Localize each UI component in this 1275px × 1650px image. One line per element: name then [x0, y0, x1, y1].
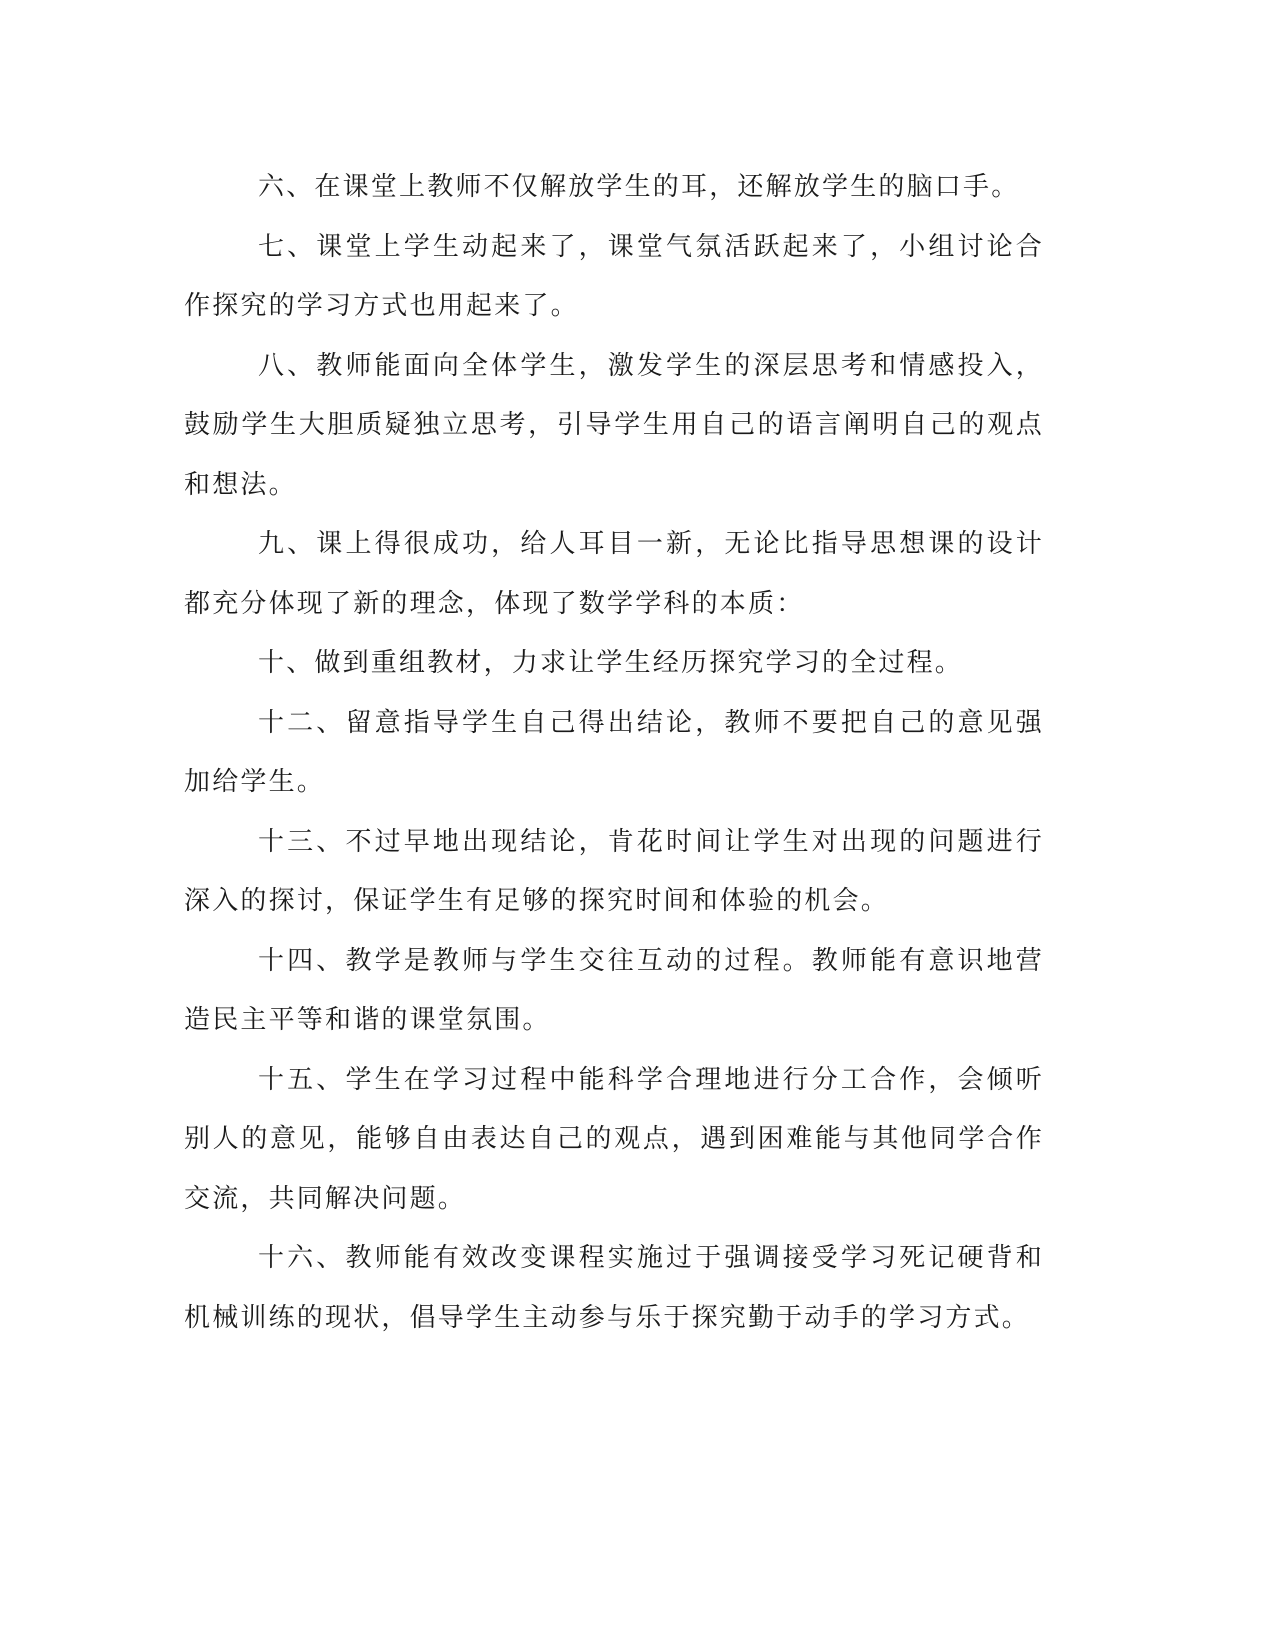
paragraph-10: 十、做到重组教材，力求让学生经历探究学习的全过程。 — [258, 648, 964, 678]
paragraph-15: 十五、学生在学习过程中能科学合理地进行分工合作，会倾听别人的意见，能够自由表达自己的观点，遇到困难能与其他同学合作交流，共同解决问题。 — [184, 1064, 1044, 1214]
paragraph-16: 十六、教师能有效改变课程实施过于强调接受学习死记硬背和机械训练的现状，倡导学生主动参与乐于探究勤于动手的学习方式。 — [184, 1243, 1044, 1333]
paragraph-12: 十二、留意指导学生自己得出结论，教师不要把自己的意见强加给学生。 — [184, 707, 1044, 797]
paragraph-7: 七、课堂上学生动起来了，课堂气氛活跃起来了，小组讨论合作探究的学习方式也用起来了。 — [184, 231, 1044, 321]
paragraph-14: 十四、教学是教师与学生交往互动的过程。教师能有意识地营造民主平等和谐的课堂氛围。 — [184, 945, 1044, 1035]
paragraph-8: 八、教师能面向全体学生，激发学生的深层思考和情感投入，鼓励学生大胆质疑独立思考，引导学生用自己的语言阐明自己的观点和想法。 — [184, 350, 1044, 500]
paragraph-13: 十三、不过早地出现结论，肯花时间让学生对出现的问题进行深入的探讨，保证学生有足够的探究时间和体验的机会。 — [184, 826, 1044, 916]
paragraph-9: 九、课上得很成功，给人耳目一新，无论比指导思想课的设计都充分体现了新的理念，体现了数学学科的本质： — [184, 529, 1044, 619]
paragraph-6: 六、在课堂上教师不仅解放学生的耳，还解放学生的脑口手。 — [258, 172, 1020, 202]
document-body — [184, 158, 1044, 1348]
